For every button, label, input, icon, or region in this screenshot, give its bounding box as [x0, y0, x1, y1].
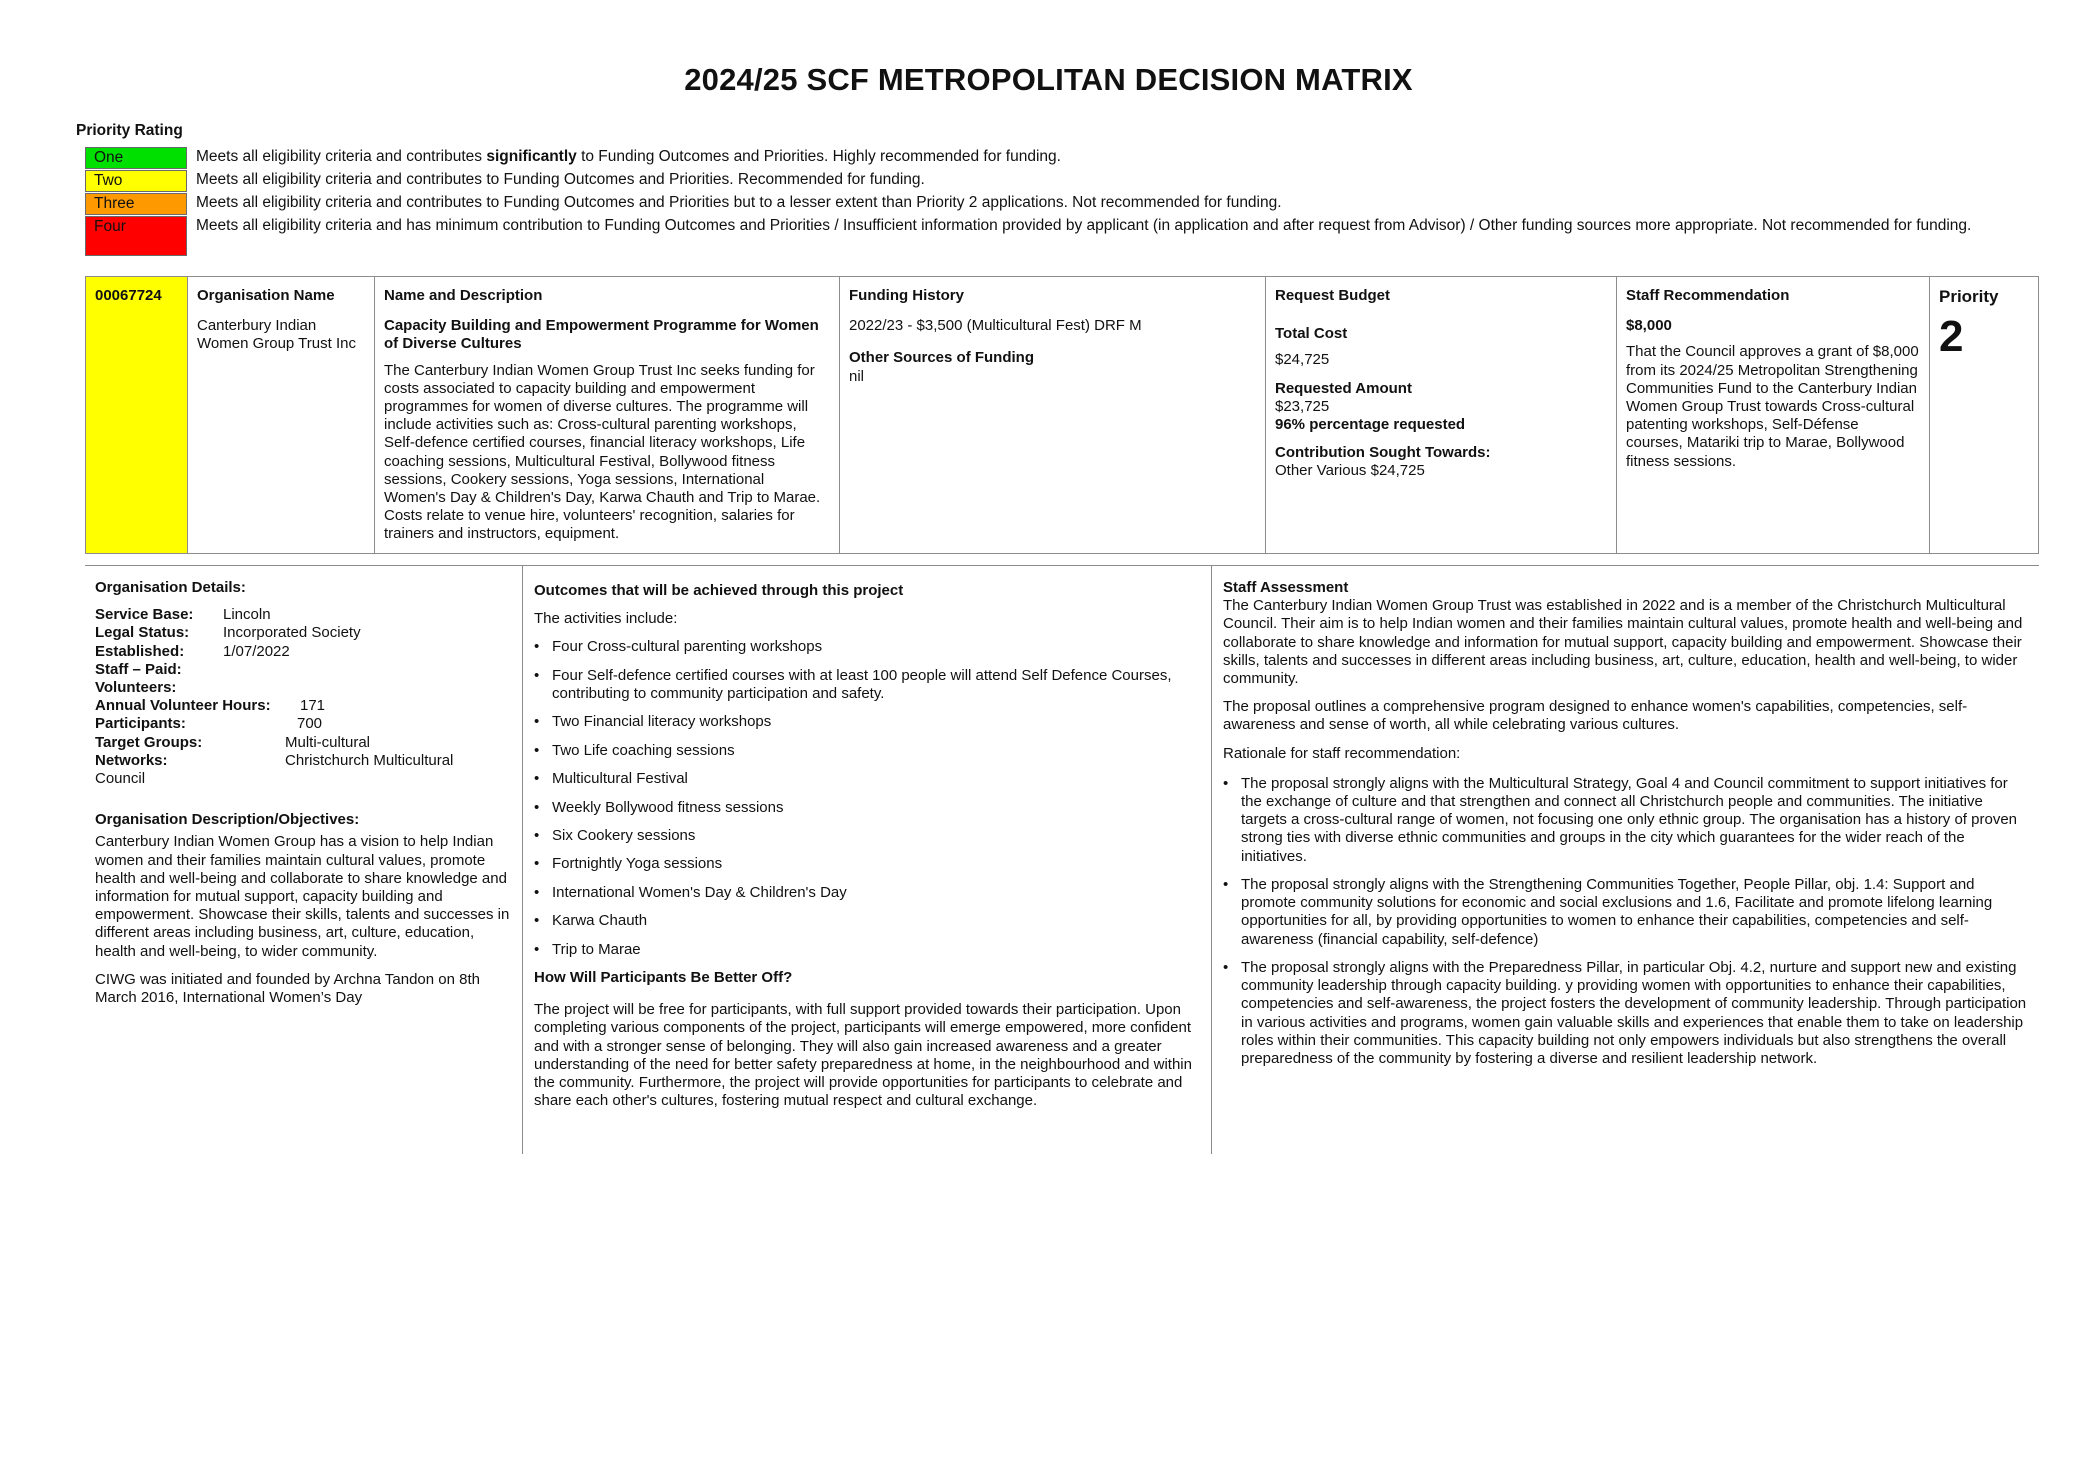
list-item: • Four Cross-cultural parenting workshops [534, 638, 1202, 656]
column-divider [522, 566, 523, 1154]
detail-volunteers: Volunteers: [95, 678, 177, 696]
outcomes-list [534, 638, 1202, 958]
detail-networks: Networks: Christchurch Multicultural [95, 751, 454, 769]
funding-history-entry: 2022/23 - $3,500 (Multicultural Fest) DRF M [849, 317, 1142, 335]
requested-amount-label: Requested Amount [1275, 379, 1412, 397]
staff-assessment-heading: Staff Assessment [1223, 579, 1349, 596]
project-description-cell [374, 277, 839, 553]
staff-assessment-paragraph: The proposal outlines a comprehensive program designed to enhance women's capabilities, competencies, self-awareness and sense of worth, all while celebrating various cultures. [1223, 698, 1968, 734]
total-cost-value: $24,725 [1275, 351, 1330, 369]
organisation-description: Canterbury Indian Women Group has a vision to help Indian women and their families maintain cultural values, promote health and well-being and collaborate to share knowledge and information for mutual support, capacity building and empowerment. Showcase their skills, talents and successes in different areas including business, art, culture, education, health and well-being, to wider community. [95, 833, 510, 960]
list-item: • The proposal strongly aligns with the Multicultural Strategy, Goal 4 and Council commitment to support initiatives for the exchange of culture and that strengthen and connect all Christchurch people and communities. The initiative targets a cross-cultural range of women, not focusing one only ethnic group. The organisation has a history of proven strong ties with diverse ethnic communities and groups in the city which guarantees for the wider reach of the initiatives. [1223, 775, 2031, 866]
organisation-details-section [95, 579, 513, 1007]
detail-participants: Participants: 700 [95, 715, 323, 733]
request-budget-heading: Request Budget [1275, 287, 1391, 304]
organisation-name-heading: Organisation Name [197, 287, 335, 304]
document-title: 2024/25 SCF METROPOLITAN DECISION MATRIX [684, 62, 1413, 97]
better-off-text: The project will be free for participants, with full support provided towards their participation. Upon completing various components of the project, participants will emerge empowered, more confident and with a stronger sense of belonging. They will also gain increased awareness and a greater understanding of the need for better safety preparedness at home, in the neighbourhood and within the community. Furthermore, the project will provide opportunities for participants to celebrate and share each other's cultures, fostering mutual respect and cultural exchange. [534, 1001, 1192, 1110]
priority-description-three: Meets all eligibility criteria and contributes to Funding Outcomes and Priorities but to a lesser extent than Priority 2 applications. Not recommended for funding. [196, 194, 1282, 211]
list-item: • Multicultural Festival [534, 770, 1202, 788]
priority-badge-one: One [85, 147, 187, 169]
percentage-requested: 96% percentage requested [1275, 416, 1466, 434]
organisation-name: Canterbury Indian Women Group Trust Inc [197, 317, 356, 353]
staff-assessment-paragraph: The Canterbury Indian Women Group Trust was established in 2022 and is a member of the Christchurch Multicultural Council. Their aim is to help Indian women and their families maintain cultural values, promote health and well-being and collaborate to share knowledge and information for mutual support, capacity building and empowerment. Showcase their skills, talents and successes in different areas including business, art, culture, education, health and well-being, to wider community. [1223, 597, 2023, 688]
list-item: • The proposal strongly aligns with the Preparedness Pillar, in particular Obj. 4.2, nurture and support new and existing community leadership through capacity building. y providing women with opportunities to enhance their capabilities, competencies and self-awareness, the project fosters the development of community leadership. Through participation in various activities and programs, women gain valuable skills and experiences that enable them to take on leadership roles within their communities. This capacity building not only empowers individuals but also strengthens the overall preparedness of the community by fostering a diverse and resilient leadership network. [1223, 959, 2031, 1068]
list-item: • Four Self-defence certified courses with at least 100 people will attend Self Defence Courses, contributing to community participation and safety. [534, 667, 1202, 703]
priority-description-one: Meets all eligibility criteria and contributes significantly to Funding Outcomes and Priorities. Highly recommended for funding. [196, 148, 1061, 165]
rationale-list [1223, 775, 2031, 1068]
application-id-cell [86, 277, 187, 553]
list-item: • Karwa Chauth [534, 912, 1202, 930]
organisation-founded: CIWG was initiated and founded by Archna Tandon on 8th March 2016, International Women’s Day [95, 970, 480, 1006]
organisation-name-cell [187, 277, 374, 553]
list-item: • Trip to Marae [534, 941, 1202, 959]
priority-description-two: Meets all eligibility criteria and contributes to Funding Outcomes and Priorities. Recommended for funding. [196, 171, 925, 188]
other-funding-value: nil [849, 367, 865, 385]
priority-value: 2 [1939, 312, 1964, 361]
detail-service-base: Service Base: Lincoln [95, 606, 271, 624]
project-description-heading: Name and Description [384, 287, 543, 304]
staff-assessment-section [1223, 579, 2031, 1078]
staff-recommendation-heading: Staff Recommendation [1626, 287, 1790, 304]
list-item: • Six Cookery sessions [534, 827, 1202, 845]
recommendation-text: That the Council approves a grant of $8,000 from its 2024/25 Metropolitan Strengthening Communities Fund to the Canterbury Indian Women Group Trust towards Cross-cultural patenting workshops, Self-Défense courses, Matariki trip to Marae, Bollywood fitness sessions. [1626, 343, 1919, 470]
list-item: • The proposal strongly aligns with the Strengthening Communities Together, People Pillar, obj. 1.4: Support and promote community solutions for economic and social exclusions and 1.6, Facilitate and promote lifelong learning opportunities for all, by providing opportunities to women to enhance their capabilities, competencies and self-awareness (financial capability, self-defence) [1223, 876, 2031, 949]
organisation-description-heading: Organisation Description/Objectives: [95, 811, 360, 829]
funding-history-heading: Funding History [849, 287, 964, 304]
priority-badge-four: Four [85, 216, 187, 256]
recommended-amount: $8,000 [1626, 317, 1672, 335]
list-item: • Two Life coaching sessions [534, 742, 1202, 760]
list-item: • Weekly Bollywood fitness sessions [534, 799, 1202, 817]
organisation-details-heading: Organisation Details: [95, 579, 246, 596]
detail-networks-continued: Council [95, 769, 146, 787]
priority-badge-three: Three [85, 193, 187, 215]
project-description: The Canterbury Indian Women Group Trust Inc seeks funding for costs associated to capacity building and empowerment programmes for women of diverse cultures. The programme will include activities such as: Cross-cultural parenting workshops, Self-defence certified courses, financial literacy workshops, Life coaching sessions, Multicultural Festival, Bollywood fitness sessions, Cookery sessions, Yoga sessions, International Women's Day & Children's Day, Karwa Chauth and Trip to Marae. Costs relate to venue hire, volunteers' recognition, salaries for trainers and instructors, equipment. [384, 361, 821, 543]
requested-amount-value: $23,725 [1275, 397, 1330, 415]
detail-legal-status: Legal Status: Incorporated Society [95, 624, 361, 642]
outcomes-section [534, 582, 1202, 1110]
total-cost-label: Total Cost [1275, 325, 1348, 343]
detail-target-groups: Target Groups: Multi-cultural [95, 733, 371, 751]
detail-staff-paid: Staff – Paid: [95, 660, 182, 678]
outcomes-intro: The activities include: [534, 610, 678, 628]
list-item: • Two Financial literacy workshops [534, 713, 1202, 731]
priority-badge-two: Two [85, 170, 187, 192]
outcomes-heading: Outcomes that will be achieved through this project [534, 582, 904, 599]
other-funding-heading: Other Sources of Funding [849, 349, 1035, 367]
better-off-heading: How Will Participants Be Better Off? [534, 968, 793, 986]
priority-description-four: Meets all eligibility criteria and has minimum contribution to Funding Outcomes and Priorities / Insufficient information provided by applicant (in application and after request from Advisor) / Other funding sources more appropriate. Not recommended for funding. [196, 217, 1972, 234]
priority-heading: Priority [1939, 287, 1999, 306]
column-divider [1211, 566, 1212, 1154]
funding-history-cell [839, 277, 1265, 553]
request-budget-cell [1265, 277, 1616, 553]
rationale-label: Rationale for staff recommendation: [1223, 744, 1461, 762]
priority-rating-heading: Priority Rating [76, 122, 183, 139]
list-item: • Fortnightly Yoga sessions [534, 855, 1202, 873]
section-divider [85, 565, 2039, 566]
contribution-value: Other Various $24,725 [1275, 462, 1425, 480]
contribution-label: Contribution Sought Towards: [1275, 444, 1491, 462]
staff-recommendation-cell [1616, 277, 1929, 553]
project-title: Capacity Building and Empowerment Programme for Women of Diverse Cultures [384, 317, 819, 353]
list-item: • International Women's Day & Children's Day [534, 884, 1202, 902]
detail-established: Established: 1/07/2022 [95, 642, 290, 660]
detail-volunteer-hours: Annual Volunteer Hours: 171 [95, 697, 326, 715]
priority-cell [1929, 277, 2037, 553]
application-id: 00067724 [95, 287, 162, 304]
application-summary-table [85, 276, 2039, 554]
